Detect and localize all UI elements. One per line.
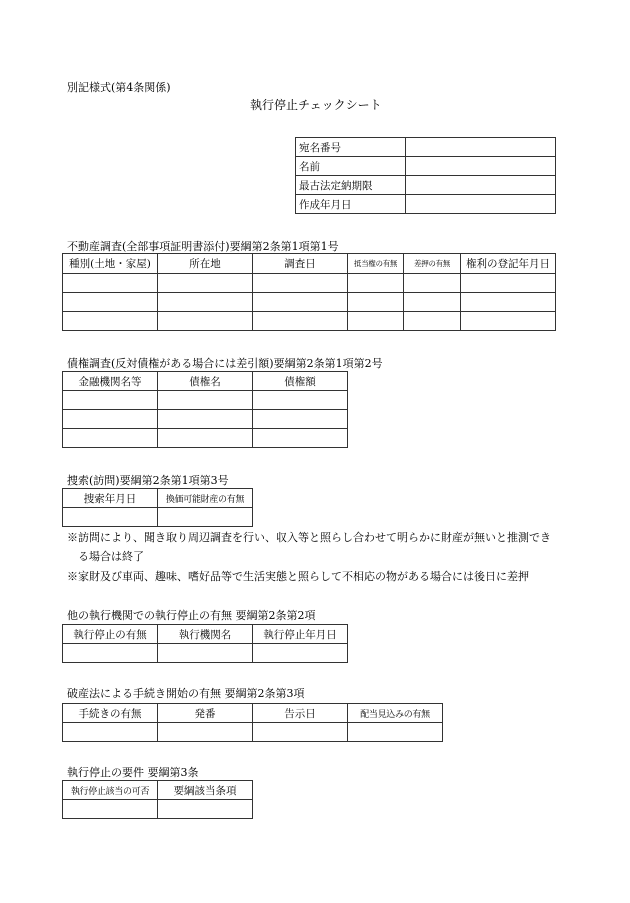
column-header: 手続きの有無 — [63, 704, 158, 723]
table-row — [63, 410, 348, 429]
column-header: 要綱該当条項 — [158, 781, 253, 800]
column-header: 差押の有無 — [404, 254, 461, 274]
table-row — [63, 644, 348, 663]
column-header: 所在地 — [158, 254, 253, 274]
column-header: 配当見込みの有無 — [348, 704, 443, 723]
form-label: 別記様式(第4条関係) — [67, 81, 171, 94]
column-header: 債権名 — [158, 372, 253, 391]
column-header: 調査日 — [253, 254, 348, 274]
search-heading: 捜索(訪問)要綱第2条第1項第3号 — [67, 474, 229, 487]
header-info-table — [295, 137, 556, 214]
requirements-heading: 執行停止の要件 要綱第3条 — [67, 766, 199, 779]
search-table — [62, 488, 253, 527]
bankruptcy-table — [62, 703, 443, 742]
column-header: 権利の登記年月日 — [461, 254, 556, 274]
table-row — [63, 274, 556, 293]
table-row — [63, 508, 253, 527]
claims-heading: 債権調査(反対債権がある場合には差引額)要綱第2条第1項第2号 — [67, 357, 383, 370]
real-estate-table — [62, 253, 556, 331]
requirements-table — [62, 780, 253, 819]
column-header: 換価可能財産の有無 — [158, 489, 253, 508]
column-header: 発番 — [158, 704, 253, 723]
table-row — [63, 293, 556, 312]
table-row — [63, 800, 253, 819]
column-header: 債権額 — [253, 372, 348, 391]
column-header: 捜索年月日 — [63, 489, 158, 508]
column-header: 執行停止の有無 — [63, 625, 158, 644]
table-row — [63, 723, 443, 742]
header-value-cell[interactable] — [406, 195, 556, 214]
column-header: 執行停止年月日 — [253, 625, 348, 644]
header-label: 宛名番号 — [296, 138, 406, 157]
search-note-1: ※訪問により、聞き取り周辺調査を行い、収入等と照らし合わせて明らかに財産が無いと推測でき — [67, 531, 551, 544]
header-label: 作成年月日 — [296, 195, 406, 214]
search-note-2: ※家財及び車両、趣味、嗜好品等で生活実態と照らして不相応の物がある場合には後日に差押 — [67, 570, 529, 583]
page-title: 執行停止チェックシート — [250, 98, 382, 112]
bankruptcy-heading: 破産法による手続き開始の有無 要綱第2条第3項 — [67, 687, 305, 700]
table-row — [63, 429, 348, 448]
column-header: 執行停止該当の可否 — [63, 781, 158, 800]
other-agency-heading: 他の執行機関での執行停止の有無 要綱第2条第2項 — [67, 609, 316, 622]
claims-table — [62, 371, 348, 448]
column-header: 告示日 — [253, 704, 348, 723]
header-label: 最古法定納期限 — [296, 176, 406, 195]
table-row — [63, 312, 556, 331]
column-header: 種別(土地・家屋) — [63, 254, 158, 274]
column-header: 抵当権の有無 — [348, 254, 404, 274]
table-row — [63, 391, 348, 410]
header-value-cell[interactable] — [406, 176, 556, 195]
search-note-1-cont: る場合は終了 — [78, 550, 144, 563]
column-header: 執行機関名 — [158, 625, 253, 644]
real-estate-heading: 不動産調査(全部事項証明書添付)要綱第2条第1項第1号 — [67, 240, 339, 253]
column-header: 金融機関名等 — [63, 372, 158, 391]
header-value-cell[interactable] — [406, 157, 556, 176]
header-value-cell[interactable] — [406, 138, 556, 157]
other-agency-table — [62, 624, 348, 663]
header-label: 名前 — [296, 157, 406, 176]
